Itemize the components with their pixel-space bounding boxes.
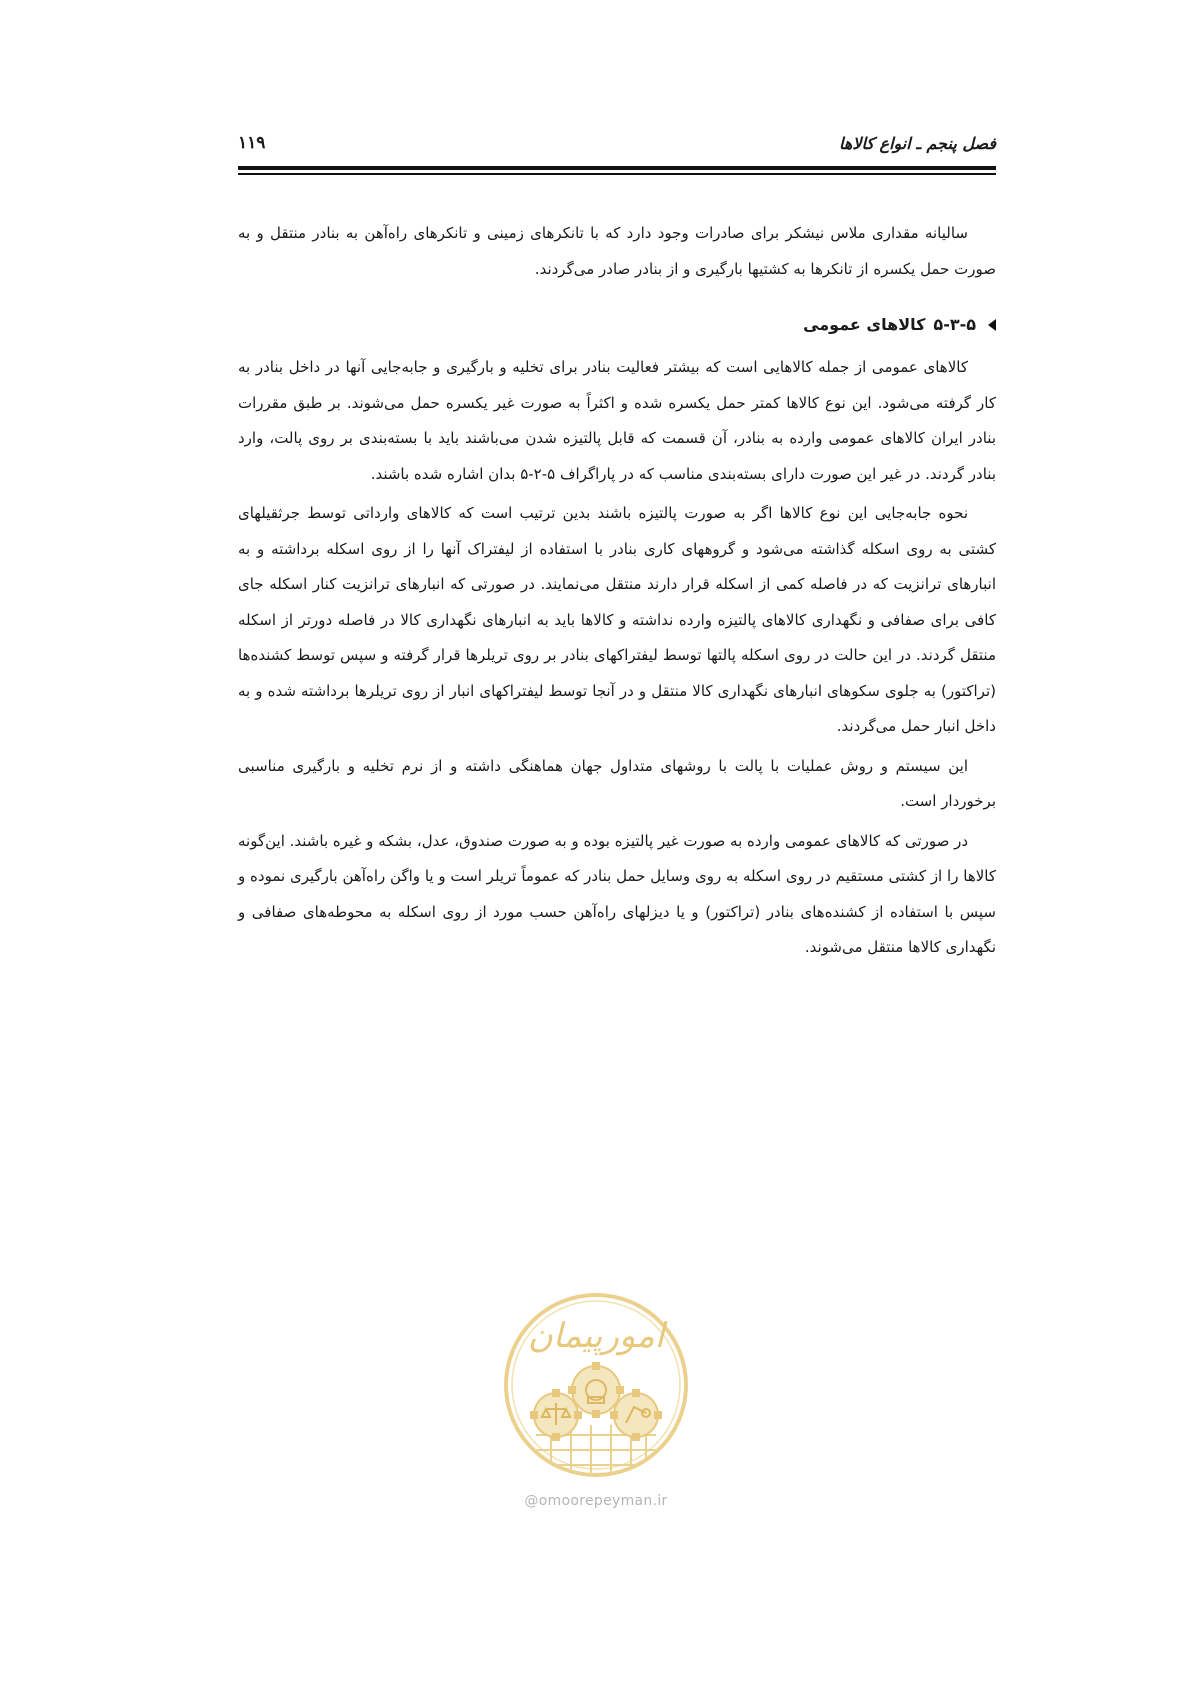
section-title: کالاهای عمومی: [803, 315, 926, 334]
bullet-triangle-icon: [988, 319, 996, 331]
svg-text:امورپیمان: امورپیمان: [527, 1316, 665, 1356]
intro-paragraph: سالیانه مقداری ملاس نیشکر برای صادرات وجود دارد که با تانکرهای زمینی و تانکرهای راه‌آهن به بنادر منتقل و به صورت حمل یکسره از تانکرها به کشتیها بارگیری و از بنادر صادر می‌گردند.: [238, 224, 996, 278]
running-title: فصل پنجم ـ انواع کالاها: [839, 133, 996, 153]
body-paragraph: این سیستم و روش عملیات با پالت با روشهای متداول جهان هماهنگی داشته و از نرم تخلیه و بارگیری مناسبی برخوردار است.: [238, 756, 996, 810]
body-paragraph: در صورتی که کالاهای عمومی وارده به صورت غیر پالتیزه بوده و به صورت صندوق، عدل، بشکه و غیره باشند. این‌گونه کالاها را از کشتی مستقیم در روی اسکله به روی وسایل حمل بنادر که عموماً تریلر است و یا واگن راه‌آهن بارگیری نموده و سپس با استفاده از کشنده‌های بنادر (تراکتور) و یا دیزلهای راه‌آهن حسب مورد از روی اسکله به محوطه‌های صفافی و نگهداری کالاها منتقل می‌شوند.: [238, 831, 996, 956]
page-header: [238, 128, 996, 158]
page-number: ۱۱۹: [238, 133, 266, 153]
header-rule-thin: [238, 173, 996, 175]
section-heading: [238, 310, 996, 340]
header-rule-thick: [238, 166, 996, 170]
watermark-site: [496, 1493, 696, 1509]
watermark-site-text: omoorepeyman.ir: [538, 1493, 668, 1509]
at-icon: @: [524, 1493, 539, 1509]
body-paragraph: کالاهای عمومی از جمله کالاهایی است که بیشتر فعالیت بنادر برای تخلیه و بارگیری و جابه‌جایی آنها در داخل بنادر به کار گرفته می‌شود. این نوع کالاها کمتر حمل یکسره شده و اکثراً به صورت غیر یکسره حمل می‌شوند. بر طبق مقررات بنادر ایران کالاهای عمومی وارده به بنادر، آن قسمت که قابل پالتیزه شدن می‌باشند باید با بسته‌بندی بر روی پالت، وارد بنادر گردند. در غیر این صورت دارای بسته‌بندی مناسب که در پاراگراف ۵-۲-۵ بدان اشاره شده باشند.: [238, 358, 996, 483]
section-number: ۵-۳-۵: [933, 315, 976, 334]
watermark-logo: [496, 1285, 696, 1485]
body-paragraph: نحوه جابه‌جایی این نوع کالاها اگر به صورت پالتیزه باشند بدین ترتیب است که کالاهای وارداتی توسط جرثقیلهای کشتی به روی اسکله گذاشته می‌شود و گروههای کاری بنادر با استفاده از لیفتراک آنها را از روی اسکله برداشته و به انبارهای ترانزیت که در فاصله کمی از اسکله قرار دارند منتقل می‌نمایند. در صورتی که انبارهای ترانزیت کنار اسکله جای کافی برای صفافی و نگهداری کالاهای پالتیزه وارده نداشته و کالاها باید به انبارهای نگهداری کالا در فاصله دورتر از اسکله منتقل گردند. در این حالت در روی اسکله پالتها توسط لیفتراکهای بنادر بر روی تریلرها قرار گرفته و سپس توسط کشنده‌ها (تراکتور) به جلوی سکوهای انبارهای نگهداری کالا منتقل و در آنجا توسط لیفتراکهای انبار از روی تریلرها برداشته شده و به داخل انبار حمل می‌گردند.: [238, 504, 996, 735]
page-body: [238, 216, 996, 970]
